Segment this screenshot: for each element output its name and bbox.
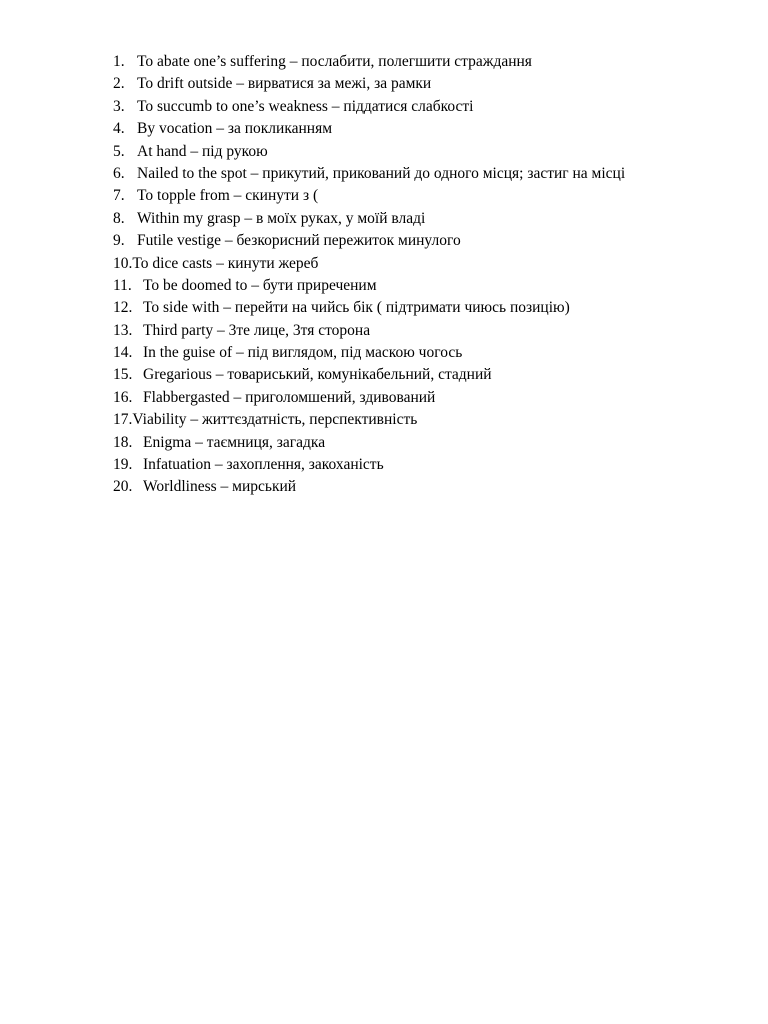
list-item	[113, 96, 753, 118]
list-item	[113, 185, 753, 207]
list-item	[113, 297, 753, 319]
item-number: 7.	[113, 187, 125, 205]
item-text: Within my grasp – в моїх руках, у моїй владі	[137, 209, 426, 227]
list-item	[113, 141, 753, 163]
list-item	[113, 73, 753, 95]
item-number: 6.	[113, 164, 125, 182]
item-text: By vocation – за покликанням	[137, 120, 333, 138]
list-item	[113, 163, 753, 185]
item-text: At hand – під рукою	[137, 142, 268, 160]
item-number: 3.	[113, 97, 125, 115]
item-number: 5.	[113, 142, 125, 160]
item-number: 12.	[113, 299, 133, 317]
list-item	[113, 320, 753, 342]
item-text: To drift outside – вирватися за межі, за рамки	[137, 75, 432, 93]
item-text: Futile vestige – безкорисний пережиток минулого	[137, 232, 461, 250]
item-text: Viability – життєздатність, перспективність	[132, 411, 418, 429]
item-number: 16.	[113, 388, 133, 406]
item-text: To topple from – скинути з (	[137, 187, 319, 205]
list-item	[113, 364, 753, 386]
list-item	[113, 476, 753, 498]
item-number: 18.	[113, 433, 133, 451]
item-text: Worldliness – мирський	[143, 478, 297, 496]
item-number: 13.	[113, 321, 133, 339]
item-text: Flabbergasted – приголомшений, здивований	[143, 388, 436, 406]
item-number: 1.	[113, 53, 125, 70]
item-text: In the guise of – під виглядом, під маскою чогось	[143, 344, 463, 362]
list-item	[113, 409, 753, 431]
list-item	[113, 275, 753, 297]
item-number: 15.	[113, 366, 133, 384]
item-text: Infatuation – захоплення, закоханість	[143, 456, 384, 474]
item-number: 19.	[113, 456, 133, 474]
list-item	[113, 253, 753, 275]
item-text: Gregarious – товариський, комунікабельний, стадний	[143, 366, 492, 384]
item-number: 11.	[113, 276, 132, 294]
item-number: 4.	[113, 120, 125, 138]
list-item	[113, 118, 753, 140]
list-item	[113, 454, 753, 476]
list-item	[113, 342, 753, 364]
item-text: To abate one’s suffering – послабити, полегшити страждання	[137, 53, 532, 70]
item-number: 17.	[113, 411, 133, 429]
item-number: 20.	[113, 478, 133, 496]
item-text: To succumb to one’s weakness – піддатися слабкості	[137, 97, 474, 115]
item-text: To dice casts – кинути жереб	[132, 254, 319, 272]
item-text: Third party – 3те лице, 3тя сторона	[143, 321, 371, 339]
item-number: 9.	[113, 232, 125, 250]
list-item	[113, 208, 753, 230]
list-item	[113, 230, 753, 252]
vocabulary-list	[113, 51, 753, 499]
list-item	[113, 387, 753, 409]
item-number: 8.	[113, 209, 125, 227]
item-text: To be doomed to – бути приреченим	[143, 276, 377, 294]
item-text: To side with – перейти на чийсь бік ( підтримати чиюсь позицію)	[143, 299, 570, 317]
item-text: Nailed to the spot – прикутий, прикований до одного місця; застиг на місці	[137, 164, 626, 182]
list-item	[113, 432, 753, 454]
list-item	[113, 51, 753, 73]
item-text: Enigma – таємниця, загадка	[143, 433, 326, 451]
item-number: 2.	[113, 75, 125, 93]
item-number: 10.	[113, 254, 133, 272]
item-number: 14.	[113, 344, 133, 362]
